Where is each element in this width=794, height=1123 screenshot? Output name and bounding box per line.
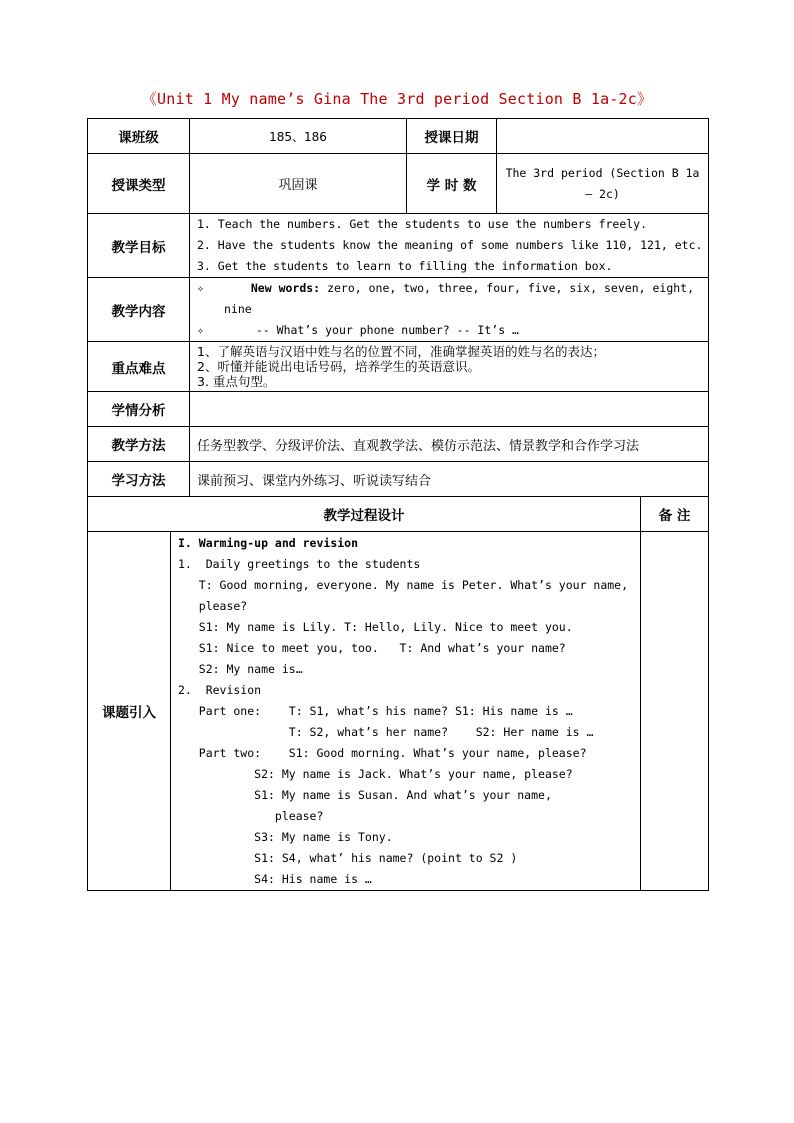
period-line-2: – 2c) <box>585 186 620 201</box>
class-label: 课班级 <box>88 119 190 154</box>
goal-line: 3. Get the students to learn to filling the information box. <box>197 259 613 273</box>
process-line: S1: Nice to meet you, too. T: And what’s your name? <box>178 641 566 655</box>
new-words-label: New words: <box>250 281 321 295</box>
process-line: S1: S4, what’ his name? (point to S2 ) <box>178 851 518 865</box>
sentence-pattern: -- What’s your phone number? -- It’s … <box>255 323 519 337</box>
analysis-label: 学情分析 <box>88 392 190 427</box>
page-title: 《Unit 1 My name’s Gina The 3rd period Section B 1a-2c》 <box>141 90 653 108</box>
type-value: 巩固课 <box>190 154 407 214</box>
goal-line: 1. Teach the numbers. Get the students to use the numbers freely. <box>197 217 648 231</box>
process-line: S4: His name is … <box>178 872 372 886</box>
date-label: 授课日期 <box>407 119 497 154</box>
process-line: T: Good morning, everyone. My name is Peter. What’s your name, <box>178 578 629 592</box>
new-words: zero, one, two, three, four, five, six, seven, eight, <box>327 281 695 295</box>
process-line: 2. Revision <box>178 683 262 697</box>
study-method-label: 学习方法 <box>88 462 190 497</box>
goals-label: 教学目标 <box>88 214 190 278</box>
type-label: 授课类型 <box>88 154 190 214</box>
process-content <box>171 532 641 891</box>
notes-header: 备 注 <box>641 497 709 532</box>
process-line: S2: My name is… <box>178 662 303 676</box>
process-line: S3: My name is Tony. <box>178 830 393 844</box>
analysis-value <box>190 392 709 427</box>
intro-label: 课题引入 <box>88 532 171 891</box>
period-line-1: The 3rd period (Section B 1a <box>505 165 700 180</box>
key-point-line: 2、听懂并能说出电话号码，培养学生的英语意识。 <box>197 359 480 374</box>
bullet-icon: ✧ <box>197 281 204 295</box>
process-line: S1: My name is Susan. And what’s your name, <box>178 788 552 802</box>
process-line: 1. Daily greetings to the students <box>178 557 421 571</box>
process-line: please? <box>178 599 248 613</box>
new-words-cont: nine <box>224 302 252 316</box>
process-line: please? <box>178 809 324 823</box>
goal-line: 2. Have the students know the meaning of some numbers like 110, 121, etc. <box>197 238 703 252</box>
lesson-plan-table <box>87 118 709 891</box>
key-point-line: 3. 重点句型。 <box>197 374 276 389</box>
hours-label: 学 时 数 <box>407 154 497 214</box>
period-value <box>497 154 709 214</box>
key-point-line: 1、了解英语与汉语中姓与名的位置不同，准确掌握英语的姓与名的表达； <box>197 344 605 359</box>
process-line: S1: My name is Lily. T: Hello, Lily. Nice to meet you. <box>178 620 573 634</box>
process-line: T: S2, what’s her name? S2: Her name is … <box>178 725 594 739</box>
notes-cell <box>641 532 709 891</box>
goals-content <box>190 214 709 278</box>
section-title: I. Warming-up and revision <box>178 536 359 550</box>
process-line: Part one: T: S1, what’s his name? S1: His name is … <box>178 704 573 718</box>
class-value: 185、186 <box>190 119 407 154</box>
process-line: Part two: S1: Good morning. What’s your name, please? <box>178 746 587 760</box>
key-points-label: 重点难点 <box>88 342 190 392</box>
bullet-icon: ✧ <box>197 323 204 337</box>
teaching-method-label: 教学方法 <box>88 427 190 462</box>
content-label: 教学内容 <box>88 278 190 342</box>
date-value <box>497 119 709 154</box>
content-body <box>190 278 709 342</box>
process-header: 教学过程设计 <box>88 497 641 532</box>
process-line: S2: My name is Jack. What’s your name, please? <box>178 767 573 781</box>
teaching-method-value: 任务型教学、分级评价法、直观教学法、模仿示范法、情景教学和合作学习法 <box>190 427 709 462</box>
key-points-content <box>190 342 709 392</box>
study-method-value: 课前预习、课堂内外练习、听说读写结合 <box>190 462 709 497</box>
